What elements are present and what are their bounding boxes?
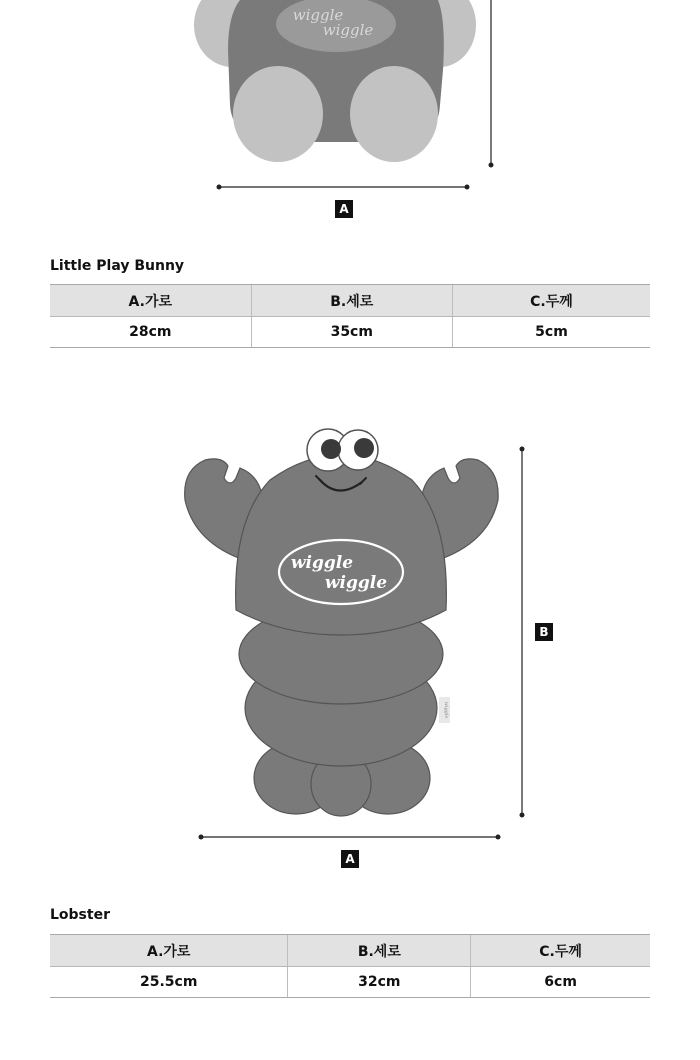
lobster-dimension-a-end <box>496 835 501 840</box>
value-height: 32cm <box>288 967 471 998</box>
bunny-logo-text-2: wiggle <box>322 21 374 39</box>
lobster-dimension-a-label: A <box>341 850 359 868</box>
value-width: 28cm <box>50 317 251 348</box>
lobster-left-pupil <box>321 439 341 459</box>
table-row <box>50 967 650 998</box>
lobster-right-pupil <box>354 438 374 458</box>
value-height: 35cm <box>251 317 452 348</box>
header-height: B.세로 <box>288 935 471 967</box>
lobster-title: Lobster <box>50 907 110 923</box>
header-height: B.세로 <box>251 285 452 317</box>
header-width: A.가로 <box>50 285 251 317</box>
header-width: A.가로 <box>50 935 288 967</box>
lobster-dimension-b-end <box>520 813 525 818</box>
lobster-dimension-b-start <box>520 447 525 452</box>
lobster-dimension-b-label: B <box>535 623 553 641</box>
bunny-title: Little Play Bunny <box>50 258 185 274</box>
value-width: 25.5cm <box>50 967 288 998</box>
header-depth: C.두께 <box>471 935 650 967</box>
lobster-dimension-a-start <box>199 835 204 840</box>
value-depth: 5cm <box>452 317 650 348</box>
header-depth: C.두께 <box>452 285 650 317</box>
bunny-logo-text-1: wiggle <box>292 6 344 24</box>
lobster-logo-text-1: wiggle <box>290 553 354 573</box>
lobster-head <box>236 455 447 635</box>
value-depth: 6cm <box>471 967 650 998</box>
lobster-logo-text-2: wiggle <box>324 573 388 593</box>
lobster-size-table <box>50 934 650 998</box>
table-header-row <box>50 935 650 967</box>
lobster-side-tag-text: wiggle <box>443 701 449 719</box>
bunny-dimension-a-label: A <box>335 200 353 218</box>
